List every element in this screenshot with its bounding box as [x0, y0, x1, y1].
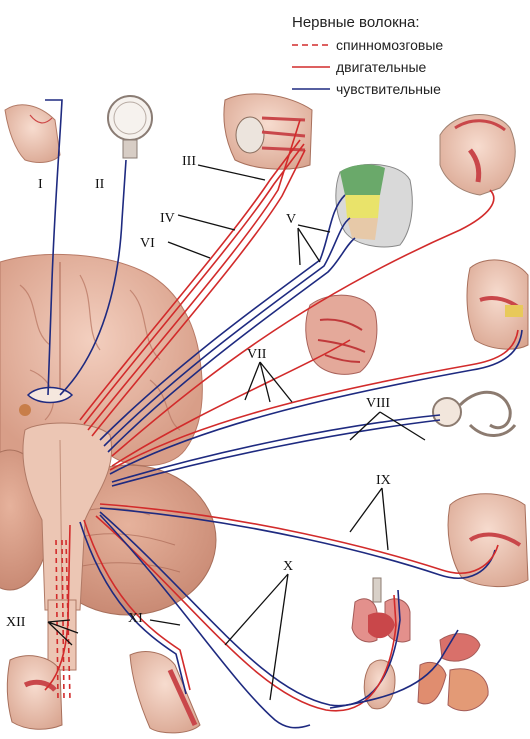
leader-XI — [150, 620, 180, 625]
label-nerve-VII: VII — [247, 347, 267, 362]
leader-VI — [168, 242, 210, 258]
face-dermatome-illustration — [336, 164, 412, 246]
label-nerve-XII: XII — [6, 615, 26, 630]
facial-muscles-illustration — [306, 295, 377, 374]
thoracic-organs-illustration — [352, 578, 410, 642]
orbit-illustration — [224, 94, 312, 169]
label-nerve-XI: XI — [128, 611, 143, 626]
label-nerve-VIII: VIII — [366, 396, 391, 411]
leader-IX — [350, 488, 388, 550]
nose-illustration — [5, 105, 60, 163]
oral-cavity-illustration — [467, 260, 528, 349]
neck-illustration — [130, 652, 200, 733]
label-nerve-VI: VI — [140, 236, 155, 251]
legend — [292, 14, 443, 97]
label-nerve-II: II — [95, 177, 105, 192]
label-nerve-I: I — [38, 177, 43, 192]
eye-illustration — [108, 96, 152, 158]
skull-illustration — [440, 114, 515, 195]
inner-ear-illustration — [433, 392, 515, 435]
legend-label-sensory: чувствительные — [336, 81, 441, 97]
leader-III — [198, 165, 265, 180]
tongue-illustration — [7, 656, 62, 730]
legend-label-motor: двигательные — [336, 59, 427, 75]
label-nerve-X: X — [283, 559, 294, 574]
legend-label-spinal: спинномозговые — [336, 37, 444, 53]
leader-IV — [178, 215, 235, 230]
label-nerve-V: V — [286, 212, 297, 227]
label-nerve-IV: IV — [160, 211, 175, 226]
legend-title: Нервные волокна: — [292, 14, 420, 31]
label-nerve-IX: IX — [376, 473, 391, 488]
label-nerve-III: III — [182, 154, 196, 169]
